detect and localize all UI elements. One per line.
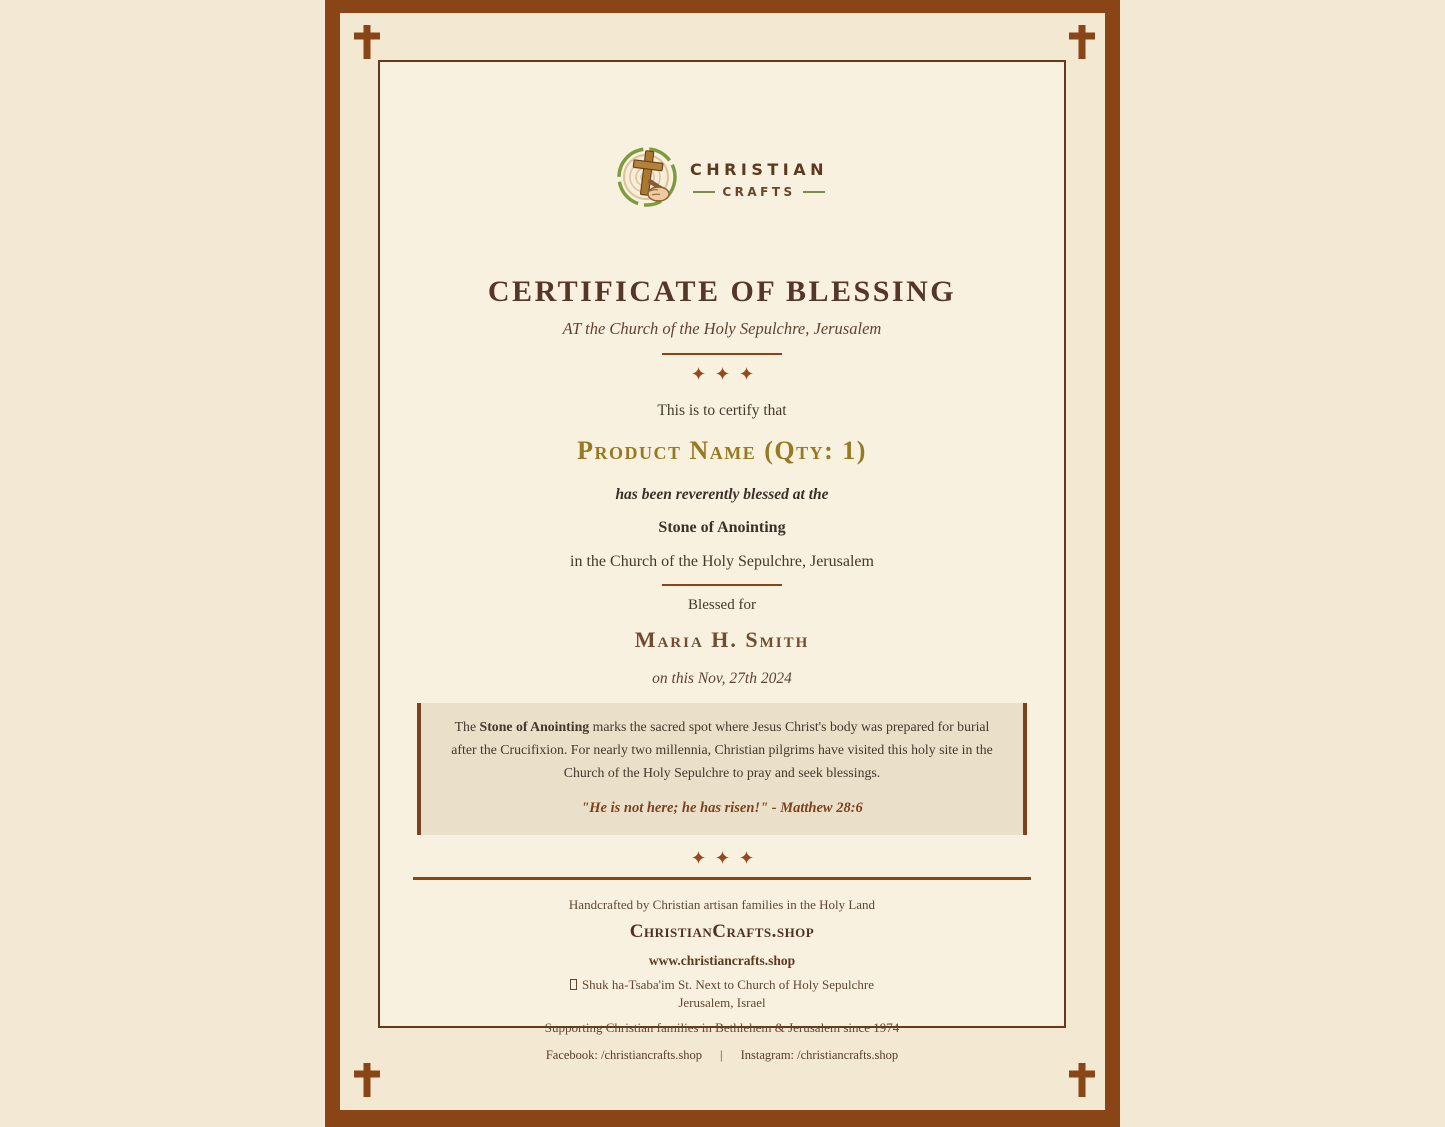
product-name: Product Name (Qty: 1): [577, 436, 867, 465]
info-text-bold: Stone of Anointing: [479, 719, 590, 734]
location-line: in the Church of the Holy Sepulchre, Jerusalem: [570, 553, 874, 570]
bible-quote: "He is not here; he has risen!" - Matthew 28:6: [581, 800, 863, 816]
divider-line: [662, 353, 782, 355]
supporting-line: Supporting Christian families in Bethlehem & Jerusalem since 1974: [544, 1020, 900, 1035]
blessed-at-line: has been reverently blessed at the: [615, 486, 829, 503]
logo-brand-bottom: CRAFTS: [722, 185, 796, 199]
footer-brand: ChristianCrafts.shop: [629, 921, 815, 942]
pipe-separator: |: [720, 1048, 723, 1062]
website-url: www.christiancrafts.shop: [648, 953, 796, 968]
certificate-panel: [378, 60, 1066, 1062]
certificate-title: CERTIFICATE OF BLESSING: [487, 275, 957, 308]
certificate-frame: [325, 0, 1120, 1127]
info-paragraph: [441, 715, 1003, 784]
handcrafted-line: Handcrafted by Christian artisan families in the Holy Land: [568, 897, 876, 912]
corner-cross-icon: [1069, 1063, 1095, 1097]
certify-line: This is to certify that: [657, 402, 787, 419]
info-text-prefix: The: [454, 719, 480, 734]
certificate-subtitle: AT the Church of the Holy Sepulchre, Jerusalem: [562, 319, 882, 338]
logo-wordmark: [690, 160, 828, 199]
star-ornament-icon: [740, 367, 753, 380]
star-ornament-icon: [716, 367, 729, 380]
star-ornament-icon: [740, 851, 753, 864]
logo-dash-right: [803, 191, 825, 193]
logo-dash-left: [693, 191, 715, 193]
location-name: Stone of Anointing: [658, 519, 786, 536]
logo: [616, 146, 828, 213]
corner-cross-icon: [1069, 25, 1095, 59]
address-line-2: Jerusalem, Israel: [678, 995, 766, 1010]
blessed-for-label: Blessed for: [688, 597, 756, 613]
facebook-handle: Facebook: /christiancrafts.shop: [545, 1048, 703, 1062]
ornament-row: [380, 367, 1064, 380]
blessing-date: on this Nov, 27th 2024: [652, 670, 792, 687]
corner-cross-icon: [354, 1063, 380, 1097]
divider-line: [662, 584, 782, 586]
instagram-handle: Instagram: /christiancrafts.shop: [740, 1048, 899, 1062]
logo-icon: [616, 146, 678, 213]
address-text: Shuk ha-Tsaba'im St. Next to Church of Holy Sepulchre: [581, 977, 875, 992]
ornament-row: [380, 851, 1064, 864]
footer-divider-line: [413, 877, 1031, 880]
star-ornament-icon: [692, 851, 705, 864]
info-box: [417, 703, 1027, 835]
corner-cross-icon: [354, 25, 380, 59]
logo-brand-top: CHRISTIAN: [689, 160, 829, 179]
address-line-1: [380, 977, 1064, 993]
recipient-name: Maria H. Smith: [634, 627, 810, 652]
star-ornament-icon: [716, 851, 729, 864]
star-ornament-icon: [692, 367, 705, 380]
info-text-suffix: marks the sacred spot where Jesus Christ's body was prepared for burial after the Crucifixion. For nearly two millennia, Christian pilgrims have visited this holy site in the Church of the Holy Sepulchre to pray and seek blessings.: [451, 719, 993, 780]
social-line: [380, 1048, 1064, 1063]
missing-glyph-icon: [570, 979, 577, 990]
